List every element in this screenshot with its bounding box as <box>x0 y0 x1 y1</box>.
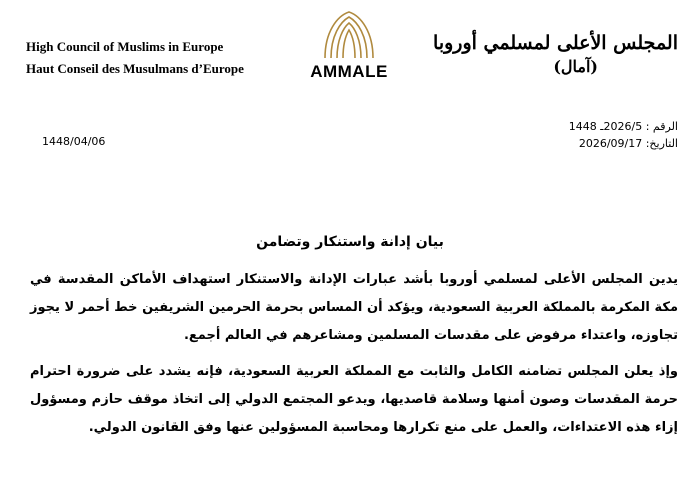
org-name-latin <box>26 36 244 80</box>
reference-number: الرقم : 2026/5ـ 1448 <box>568 120 678 133</box>
gregorian-date: التاريخ: 2026/09/17 <box>578 137 678 150</box>
org-name-english: High Council of Muslims in Europe <box>26 39 224 54</box>
arch-logo-icon <box>321 10 377 60</box>
statement-title: بيان إدانة واستنكار وتضامن <box>256 234 444 250</box>
org-name-arabic-block <box>433 30 678 78</box>
hijri-date: 1448/04/06 <box>42 135 106 148</box>
statement-paragraph: وإذ يعلن المجلس تضامنه الكامل والثابت مع المملكة العربية السعودية، فإنه يشدد على ضرورة احترام حرمة المقدسات وصون أمنها وسلامة قاصديها، ويدعو المجتمع الدولي إلى اتخاذ موقف حازم ومسؤول إزاء هذه الاعتداءات، والعمل على منع تكرارها ومحاسبة المسؤولين عنها وفق القانون الدولي. <box>30 364 678 435</box>
org-acronym-arabic: (آمال) <box>553 57 598 76</box>
reference-block <box>569 118 678 152</box>
org-name-arabic: المجلس الأعلى لمسلمي أوروبا <box>433 32 678 54</box>
statement-body <box>30 266 678 442</box>
org-name-french: Haut Conseil des Musulmans d’Europe <box>26 61 244 76</box>
logo-wordmark: AMMALE <box>310 62 388 81</box>
ammale-logo <box>303 10 395 82</box>
statement-paragraph: يدين المجلس الأعلى لمسلمي أوروبا بأشد عبارات الإدانة والاستنكار استهداف الأماكن المقدسة في مكة المكرمة بالمملكة العربية السعودية، ويؤكد أن المساس بحرمة الحرمين الشريفين خط أحمر لا يجوز تجاوزه، واعتداء مرفوض على مقدسات المسلمين ومشاعرهم في العالم أجمع. <box>30 272 678 343</box>
